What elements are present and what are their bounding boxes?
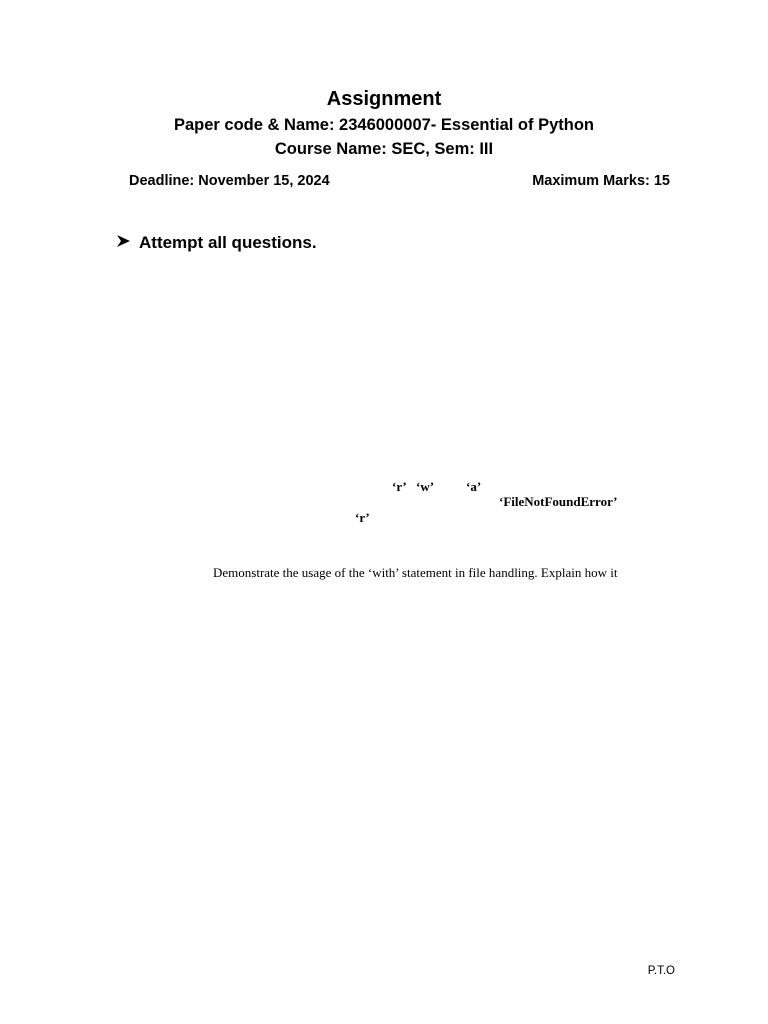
instruction-item xyxy=(116,233,317,253)
deadline: Deadline: November 15, 2024 xyxy=(129,173,330,189)
question-mode-a: ‘a’ xyxy=(466,479,482,494)
paper-code-name: Paper code & Name: 2346000007- Essential of Python xyxy=(173,116,594,134)
question-with-statement: Demonstrate the usage of the ‘with’ statement in file handling. Explain how it xyxy=(213,565,618,580)
arrow-bullet-icon xyxy=(116,234,132,253)
page-title: Assignment xyxy=(326,88,442,110)
question-error-name: ‘FileNotFoundError’ xyxy=(499,494,618,509)
course-name: Course Name: SEC, Sem: III xyxy=(274,140,494,158)
maximum-marks: Maximum Marks: 15 xyxy=(532,173,670,189)
question-mode-r: ‘r’ xyxy=(392,479,407,494)
question-mode-r-again: ‘r’ xyxy=(355,510,370,525)
instruction-text: Attempt all questions. xyxy=(139,233,317,252)
question-mode-w: ‘w’ xyxy=(416,479,435,494)
page-turn-note: P.T.O xyxy=(647,965,675,977)
